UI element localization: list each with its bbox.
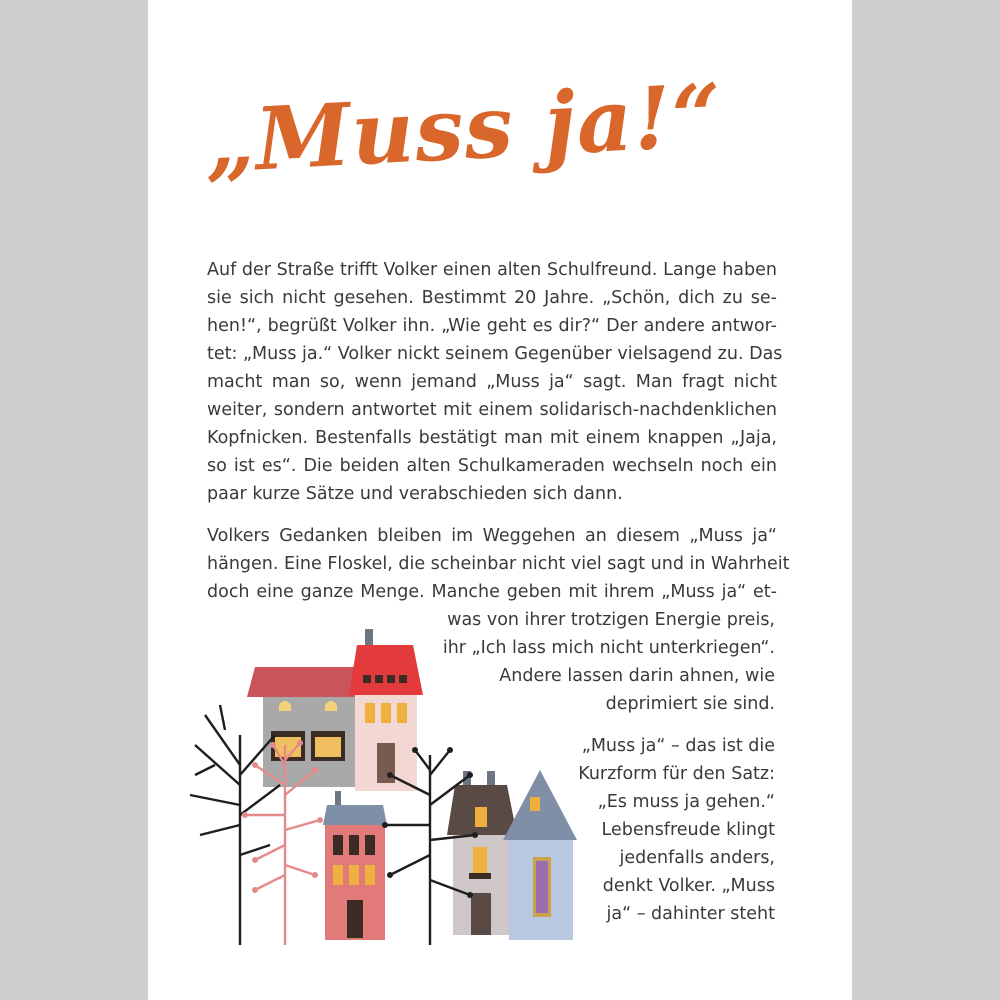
text-line: Lebensfreude klingt <box>601 820 775 840</box>
text-line: was von ihrer trotzigen Energie preis, <box>447 610 775 630</box>
house-blue-roof <box>323 791 387 940</box>
text-line: Kopfnicken. Bestenfalls bestätigt man mit einem knappen „Jaja, <box>207 428 777 448</box>
text-line: so ist es“. Die beiden alten Schulkameraden wechseln noch ein <box>207 456 777 476</box>
text-line: paar kurze Sätze und verabschieden sich dann. <box>207 484 623 504</box>
text-line: denkt Volker. „Muss <box>602 876 775 896</box>
text-line: macht man so, wenn jemand „Muss ja“ sagt. Man fragt nicht <box>207 372 777 392</box>
house-grey <box>447 771 517 935</box>
text-line: weiter, sondern antwortet mit einem solidarisch-nachdenklichen <box>207 400 777 420</box>
text-line: ja“ – dahinter steht <box>606 904 775 924</box>
text-line: hängen. Eine Floskel, die scheinbar nicht viel sagt und in Wahrheit <box>207 554 790 574</box>
text-line: hen!“, begrüßt Volker ihn. „Wie geht es dir?“ Der andere antwor- <box>207 316 777 336</box>
text-line: Volkers Gedanken bleiben im Weggehen an diesem „Muss ja“ <box>207 526 777 546</box>
text-line: tet: „Muss ja.“ Volker nickt seinem Gegenüber vielsagend zu. Das <box>207 344 783 364</box>
text-line: Andere lassen darin ahnen, wie <box>499 666 775 686</box>
text-line: „Es muss ja gehen.“ <box>597 792 775 812</box>
text-line: Auf der Straße trifft Volker einen alten Schulfreund. Lange haben <box>207 260 777 280</box>
text-line: deprimiert sie sind. <box>605 694 775 714</box>
text-line: Kurzform für den Satz: <box>578 764 775 784</box>
chapter-title: „Muss ja!“ <box>202 64 725 193</box>
house-light-blue <box>503 770 577 940</box>
text-line: ihr „Ich lass mich nicht unterkriegen“. <box>442 638 775 658</box>
houses-illustration <box>185 625 585 945</box>
text-line: doch eine ganze Menge. Manche geben mit ihrem „Muss ja“ et- <box>207 582 777 602</box>
text-line: „Muss ja“ – das ist die <box>581 736 775 756</box>
house-red-roof <box>349 629 423 791</box>
text-line: jedenfalls anders, <box>619 848 775 868</box>
house-back-left <box>247 667 363 787</box>
text-line: sie sich nicht gesehen. Bestimmt 20 Jahre. „Schön, dich zu se- <box>207 288 777 308</box>
